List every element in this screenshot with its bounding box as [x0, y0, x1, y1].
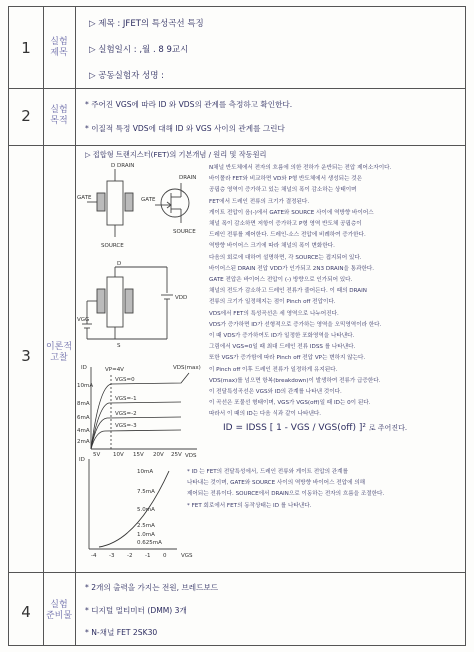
- svg-text:7.5mA: 7.5mA: [137, 489, 155, 495]
- theory-line: FET에서 드레인 전류의 크기가 결정된다.: [209, 198, 310, 205]
- row-number-2: 2: [21, 107, 31, 125]
- row-number-1: 1: [21, 39, 31, 57]
- svg-text:5.0mA: 5.0mA: [137, 507, 155, 513]
- row-label-4: 실험 준비물: [45, 600, 73, 621]
- svg-text:15V: 15V: [133, 452, 144, 458]
- row-label-2: 실험 목적: [50, 105, 68, 126]
- theory-line: 바이폴라 FET와 비교하면 VD와 P형 반도체에서 생성되는 것은: [209, 176, 363, 183]
- theory-line: VDS에서 FET의 특성곡선은 세 영역으로 나누어진다.: [209, 310, 339, 317]
- theory-line: VDS(max)를 넘으면 항복(breakdown)이 발생하여 전류가 급증한다.: [209, 377, 381, 384]
- label-column-divider: [75, 7, 76, 645]
- theory-heading: ▷ 접합형 트랜지스터(FET)의 기본개념 / 원리 및 작동원리: [85, 150, 267, 159]
- row-divider-1: [9, 88, 465, 89]
- experiment-date: ▷ 실험일시 : ,월 . 8 9교시: [89, 45, 189, 55]
- svg-text:VDS: VDS: [185, 453, 197, 459]
- row-number-4: 4: [21, 603, 31, 621]
- svg-text:20V: 20V: [153, 452, 164, 458]
- svg-text:S: S: [117, 343, 121, 349]
- svg-text:VGS=-1: VGS=-1: [115, 396, 137, 402]
- row-divider-2: [9, 145, 465, 146]
- svg-text:-2: -2: [127, 553, 133, 559]
- purpose-line-1: * 주어진 VGS에 따라 ID 와 VDS의 관계를 측정하고 확인한다.: [85, 100, 293, 109]
- svg-text:ID: ID: [79, 457, 85, 463]
- theory-line: 제어되는 전류이다. SOURCE에서 DRAIN으로 이동하는 전자의 흐름을 조절한다.: [187, 491, 385, 498]
- svg-text:VDS(max): VDS(max): [173, 365, 201, 371]
- theory-line: 바이어스된 DRAIN 전압 VDD가 인가되고 2N3 DRAIN을 통과한다.: [209, 265, 375, 272]
- purpose-line-2: * 이질적 특정 VDS에 대해 ID 와 VGS 사이의 관계를 그린다: [85, 124, 285, 133]
- row-divider-3: [9, 572, 465, 573]
- row-label-3: 이론적 고찰: [45, 342, 73, 363]
- equipment-item-3: * N-채널 FET 2SK30: [85, 628, 158, 637]
- experiment-title: ▷ 제목 : JFET의 특성곡선 특징: [89, 19, 204, 29]
- transfer-characteristic-curve: [99, 471, 169, 547]
- theory-line: 공핍층 영역이 증가하고 있는 채널의 폭이 감소하는 상태이며: [209, 187, 357, 194]
- theory-line: 이 때 VDS가 증가하여도 ID가 일정한 포화영역을 나타낸다.: [209, 333, 355, 340]
- svg-text:D: D: [117, 261, 122, 267]
- svg-text:6mA: 6mA: [77, 415, 90, 421]
- theory-line: 게이트 전압이 음(-)에서 GATE와 SOURCE 사이에 역방향 바이어스: [209, 209, 374, 216]
- svg-text:25V: 25V: [171, 452, 182, 458]
- svg-text:D DRAIN: D DRAIN: [111, 163, 135, 169]
- svg-text:VDD: VDD: [175, 295, 188, 301]
- theory-line: 채널의 전도가 감소하고 드레인 전류가 줄어든다. 이 때의 DRAIN: [209, 288, 367, 295]
- drain-current-formula: ID = IDSS [ 1 - VGS / VGS(off) ]² 로 주어진다.: [223, 423, 408, 433]
- row-number-3: 3: [21, 347, 31, 365]
- jfet-symbol-icon: [161, 189, 189, 217]
- output-characteristic-curves: [91, 373, 189, 449]
- svg-text:ID: ID: [81, 365, 87, 371]
- svg-text:10mA: 10mA: [77, 383, 94, 389]
- theory-line: 나타내는 것이며, GATE와 SOURCE 사이의 역방향 바이어스 전압에 의해: [187, 480, 366, 487]
- equipment-item-1: * 2개의 출력을 가지는 전원, 브레드보드: [85, 583, 219, 592]
- svg-text:SOURCE: SOURCE: [173, 229, 196, 235]
- svg-text:VGS=-2: VGS=-2: [115, 411, 137, 417]
- theory-line: 이 곡선은 포물선 형태이며, VGS가 VGS(off)일 때 ID는 0이 된다.: [209, 400, 371, 407]
- theory-line: 이 Pinch off 이후 드레인 전류가 일정하게 유지된다.: [209, 366, 338, 373]
- svg-text:2.5mA: 2.5mA: [137, 523, 155, 529]
- theory-body-text: [209, 163, 461, 421]
- svg-text:GATE: GATE: [141, 197, 156, 203]
- svg-text:GATE: GATE: [77, 195, 92, 201]
- theory-line: 또한 VGS가 증가함에 따라 Pinch off 전압 VP는 변하지 않는다.: [209, 355, 366, 362]
- svg-text:VGS=0: VGS=0: [115, 377, 135, 383]
- theory-line: 그림에서 VGS=0일 때 최대 드레인 전류 IDSS 를 나타낸다.: [209, 344, 356, 351]
- svg-text:SOURCE: SOURCE: [101, 243, 124, 249]
- svg-text:-3: -3: [109, 553, 115, 559]
- theory-line: 드레인 전류를 제어한다. 드레인-소스 전압에 비례하여 증가한다.: [209, 232, 366, 239]
- svg-text:0: 0: [163, 553, 167, 559]
- theory-line: VDS가 증가하면 ID가 선형적으로 증가하는 영역을 오믹영역이라 한다.: [209, 321, 382, 328]
- svg-text:0.625mA: 0.625mA: [137, 540, 162, 546]
- theory-line: * FET 회로에서 FET의 동작상태는 ID 를 나타낸다.: [187, 502, 312, 509]
- theory-line: 따라서 이 때의 ID는 다음 식과 같이 나타낸다.: [209, 411, 322, 418]
- theory-line: GATE 전압은 바이어스 전압이 (-) 방향으로 인가되어 있다.: [209, 277, 353, 284]
- number-column-divider: [43, 7, 44, 645]
- svg-text:10V: 10V: [113, 452, 124, 458]
- svg-text:VP=4V: VP=4V: [105, 367, 124, 373]
- equipment-item-2: * 디지털 멀티미터 (DMM) 3개: [85, 606, 187, 615]
- theory-line: 다음의 회로에 대하여 설명하면, 각 SOURCE는 접지되어 있다.: [209, 254, 362, 261]
- svg-text:-4: -4: [91, 553, 97, 559]
- svg-text:VGS=-3: VGS=-3: [115, 423, 137, 429]
- svg-text:VGS: VGS: [181, 553, 193, 559]
- svg-text:1.0mA: 1.0mA: [137, 532, 155, 538]
- theory-line: 전류의 크기가 일정해지는 점이 Pinch off 전압이다.: [209, 299, 336, 306]
- svg-text:DRAIN: DRAIN: [179, 175, 197, 181]
- theory-body-text-2: [187, 467, 461, 512]
- theory-line: 채널 폭이 감소하면 저항이 증가하고 P형 영역 반도체 공핍층이: [209, 221, 362, 228]
- row-label-1: 실험 제목: [50, 37, 68, 58]
- svg-text:10mA: 10mA: [137, 469, 154, 475]
- channel-block-icon: [107, 181, 123, 225]
- svg-text:2mA: 2mA: [77, 439, 90, 445]
- svg-text:4mA: 4mA: [77, 428, 90, 434]
- svg-text:-1: -1: [145, 553, 151, 559]
- theory-line: N채널 반도체에서 전자의 흐름에 의한 전하가 운반되는 전압 제어소자이다.: [209, 165, 392, 171]
- experiment-partners: ▷ 공동실험자 성명 :: [89, 71, 164, 81]
- experiment-report-sheet: [8, 6, 466, 646]
- theory-line: 이 전달특성곡선은 VGS와 ID의 관계를 나타낸 것이다.: [209, 389, 342, 396]
- svg-text:VGG: VGG: [77, 317, 90, 323]
- svg-text:5V: 5V: [93, 452, 101, 458]
- theory-line: * ID 는 FET의 전달특성에서, 드레인 전류와 게이트 전압의 관계를: [187, 469, 348, 475]
- theory-line: 역방향 바이어스 크기에 따라 채널의 폭이 변화한다.: [209, 243, 335, 250]
- svg-text:8mA: 8mA: [77, 401, 90, 407]
